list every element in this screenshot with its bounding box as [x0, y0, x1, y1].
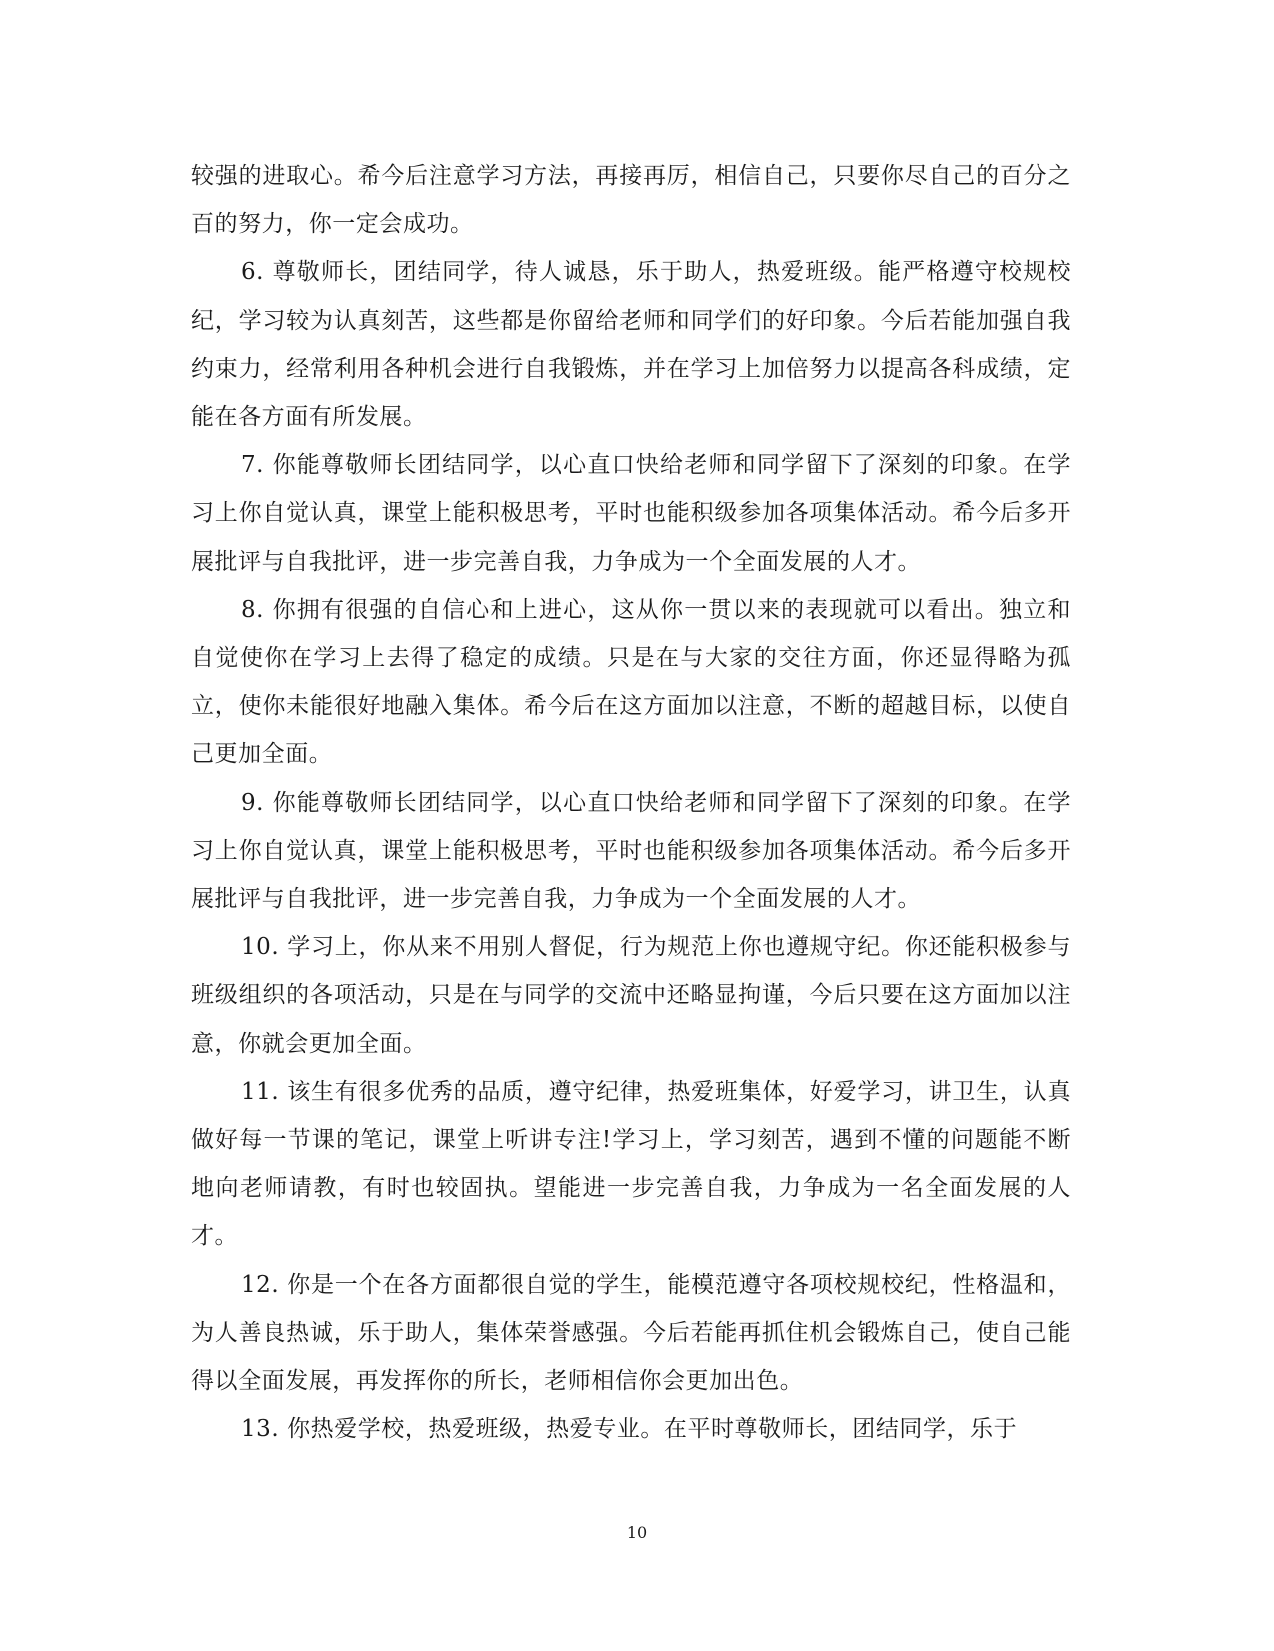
paragraph-item-12: 12. 你是一个在各方面都很自觉的学生，能模范遵守各项校规校纪，性格温和，为人善良热诚，乐于助人，集体荣誉感强。今后若能再抓住机会锻炼自己，使自己能得以全面发展，再发挥你的所长，老师相信你会更加出色。	[191, 1271, 1071, 1395]
paragraph-item-10: 10. 学习上，你从来不用别人督促，行为规范上你也遵规守纪。你还能积极参与班级组织的各项活动，只是在与同学的交流中还略显拘谨，今后只要在这方面加以注意，你就会更加全面。	[191, 934, 1071, 1057]
paragraph-item-11: 11. 该生有很多优秀的品质，遵守纪律，热爱班集体，好爱学习，讲卫生，认真做好每一节课的笔记，课堂上听讲专注!学习上，学习刻苦，遇到不懂的问题能不断地向老师请教，有时也较固执。望能进一步完善自我，力争成为一名全面发展的人才。	[191, 1078, 1071, 1250]
paragraph-item-13: 13. 你热爱学校，热爱班级，热爱专业。在平时尊敬师长，团结同学，乐于	[241, 1416, 1018, 1443]
paragraph-item-8: 8. 你拥有很强的自信心和上进心，这从你一贯以来的表现就可以看出。独立和自觉使你在学习上去得了稳定的成绩。只是在与大家的交往方面，你还显得略为孤立，使你未能很好地融入集体。希今后在这方面加以注意，不断的超越目标，以使自己更加全面。	[191, 596, 1071, 768]
document-body	[191, 152, 1071, 1453]
paragraph-item-6: 6. 尊敬师长，团结同学，待人诚恳，乐于助人，热爱班级。能严格遵守校规校纪，学习较为认真刻苦，这些都是你留给老师和同学们的好印象。今后若能加强自我约束力，经常利用各种机会进行自我锻炼，并在学习上加倍努力以提高各科成绩，定能在各方面有所发展。	[191, 259, 1071, 431]
paragraph-item-9: 9. 你能尊敬师长团结同学，以心直口快给老师和同学留下了深刻的印象。在学习上你自觉认真，课堂上能积极思考，平时也能积级参加各项集体活动。希今后多开展批评与自我批评，进一步完善自我，力争成为一个全面发展的人才。	[191, 789, 1071, 913]
page-number: 10	[626, 1523, 648, 1542]
paragraph: 较强的进取心。希今后注意学习方法，再接再厉，相信自己，只要你尽自己的百分之百的努力，你一定会成功。	[191, 163, 1071, 238]
paragraph-item-7: 7. 你能尊敬师长团结同学，以心直口快给老师和同学留下了深刻的印象。在学习上你自觉认真，课堂上能积极思考，平时也能积级参加各项集体活动。希今后多开展批评与自我批评，进一步完善自我，力争成为一个全面发展的人才。	[191, 452, 1071, 575]
